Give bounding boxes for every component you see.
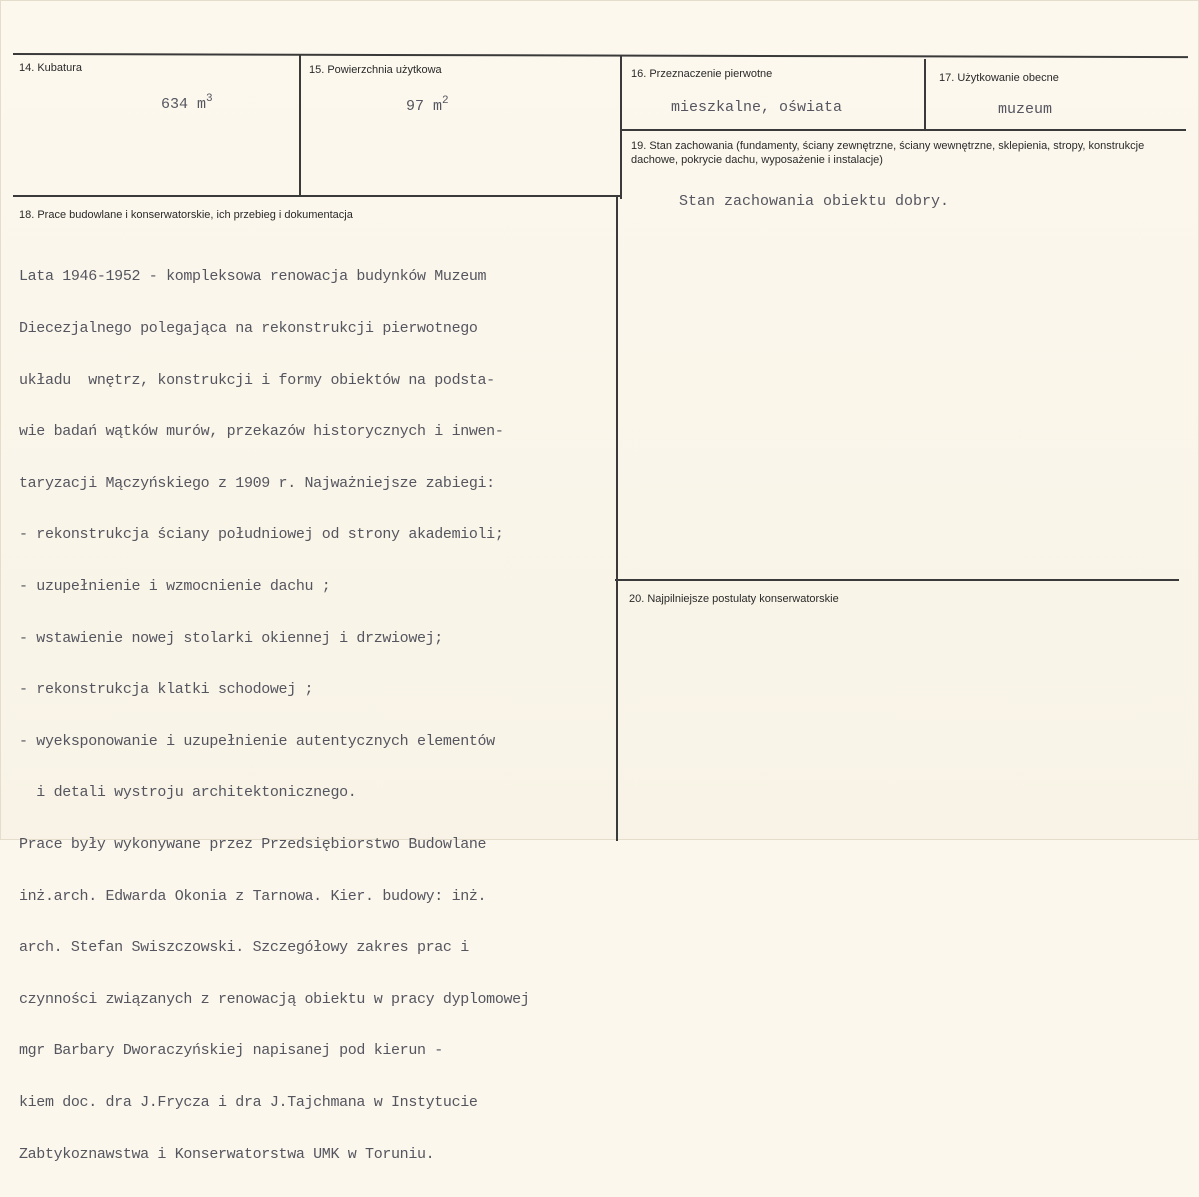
divider-16-17: [924, 59, 926, 130]
divider-15-16: [620, 55, 622, 199]
prace-line: czynności związanych z renowacją obiektu w pracy dyplomowej: [19, 990, 530, 1008]
kubatura-value: 634 $m^3$: [161, 93, 213, 113]
prace-text: [19, 234, 619, 1197]
prace-line: taryzacji Mączyńskiego z 1909 r. Najważniejsze zabiegi:: [19, 474, 495, 492]
prace-line: - rekonstrukcja ściany południowej od strony akademioli;: [19, 526, 504, 544]
prace-line: kiem doc. dra J.Frycza i dra J.Tajchmana w Instytucie: [19, 1093, 478, 1111]
prace-line: arch. Stefan Swiszczowski. Szczegółowy zakres prac i: [19, 939, 469, 957]
mid-rule-left: [13, 195, 621, 197]
prace-line: - wyeksponowanie i uzupełnienie autentycznych elementów: [19, 732, 495, 750]
uzytkowanie-label: 17. Użytkowanie obecne: [939, 72, 1059, 84]
prace-line: - uzupełnienie i wzmocnienie dachu ;: [19, 577, 331, 595]
prace-line: i detali wystroju architektonicznego.: [19, 784, 357, 802]
postulaty-label: 20. Najpilniejsze postulaty konserwatorskie: [629, 593, 839, 605]
prace-label: 18. Prace budowlane i konserwatorskie, ich przebieg i dokumentacja: [19, 209, 353, 221]
prace-line: inż.arch. Edwarda Okonia z Tarnowa. Kier. budowy: inż.: [19, 887, 487, 905]
stan-value: Stan zachowania obiektu dobry.: [679, 193, 950, 210]
lower-rule-right: [615, 579, 1179, 581]
przeznaczenie-value: mieszkalne, oświata: [671, 99, 843, 116]
stan-label: 19. Stan zachowania (fundamenty, ściany zewnętrzne, ściany wewnętrzne, sklepienia, stropy, konstrukcje dachowe, pokrycie dachu, wyposażenie i instalacje): [631, 140, 1145, 166]
prace-line: wie badań wątków murów, przekazów historycznych i inwen-: [19, 423, 504, 441]
mid-rule-right: [621, 129, 1186, 131]
prace-line: - wstawienie nowej stolarki okiennej i drzwiowej;: [19, 629, 443, 647]
prace-line: Diecezjalnego polegająca na rekonstrukcji pierwotnego: [19, 320, 478, 337]
powierzchnia-label: 15. Powierzchnia użytkowa: [309, 64, 442, 76]
prace-line: mgr Barbary Dworaczyńskiej napisanej pod kierun -: [19, 1042, 443, 1060]
przeznaczenie-label: 16. Przeznaczenie pierwotne: [631, 68, 773, 80]
prace-line: układu wnętrz, konstrukcji i formy obiektów na podsta-: [19, 371, 495, 389]
prace-line: Lata 1946-1952 - kompleksowa renowacja budynków Muzeum: [19, 268, 487, 286]
prace-line: Prace były wykonywane przez Przedsiębiorstwo Budowlane: [19, 835, 487, 853]
kubatura-label: 14. Kubatura: [19, 62, 82, 74]
uzytkowanie-value: muzeum: [998, 101, 1053, 118]
top-rule: [13, 53, 1188, 58]
powierzchnia-value: 97 $m^2$: [406, 95, 449, 115]
prace-line: Zabtykoznawstwa i Konserwatorstwa UMK w Toruniu.: [19, 1145, 435, 1163]
divider-14-15: [299, 55, 301, 196]
prace-line: - rekonstrukcja klatki schodowej ;: [19, 681, 314, 699]
